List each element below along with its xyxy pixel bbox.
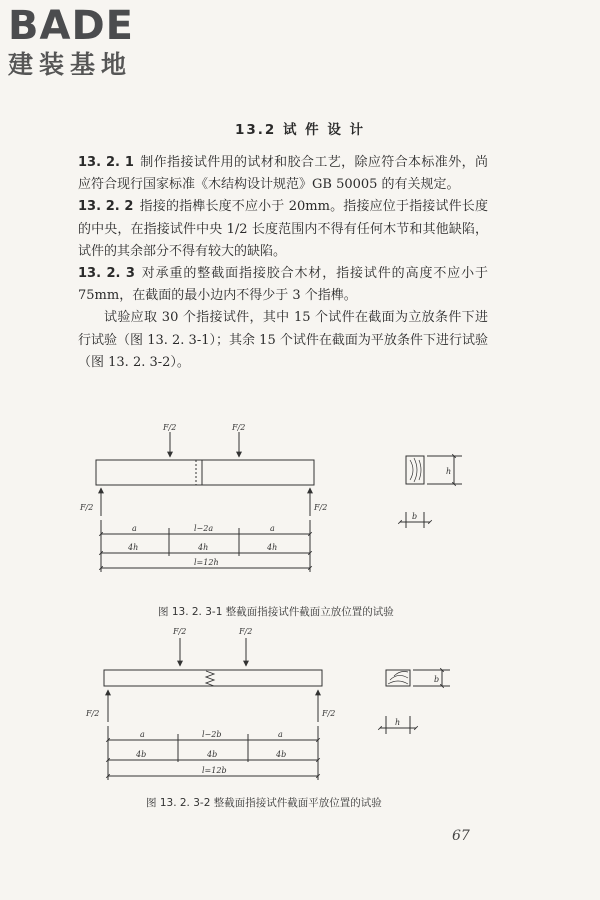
f1-load-label-left: F/2	[163, 423, 177, 432]
f2-load-label-left: F/2	[173, 627, 187, 636]
f1-span-mid: l−2a	[194, 524, 214, 533]
body-text	[78, 152, 488, 374]
f1-seg-left: 4h	[128, 543, 139, 552]
f1-load-label-right: F/2	[232, 423, 246, 432]
f2-seg-mid: 4b	[207, 750, 218, 759]
f2-section-h: h	[395, 718, 401, 727]
f2-reaction-label-left: F/2	[86, 709, 100, 718]
f2-seg-left: 4b	[136, 750, 147, 759]
f2-reaction-label-right: F/2	[322, 709, 336, 718]
f2-seg-right: 4b	[276, 750, 287, 759]
paragraph-13-2-2: 13. 2. 2 指接的指榫长度不应小于 20mm。指接应位于指接试件长度的中央，在指接试件中央 1/2 长度范围内不得有任何木节和其他缺陷，试件的其余部分不得有较大的缺陷。	[78, 199, 488, 259]
finger-joint-2	[206, 671, 214, 686]
paragraph-test-description: 试验应取 30 个指接试件，其中 15 个试件在截面为立放条件下进行试验（图 13. 2. 3-1）；其余 15 个试件在截面为平放条件下进行试验（图 13. 2. 3-2）。	[78, 310, 488, 370]
f2-span-a-left: a	[140, 730, 145, 739]
beam-2	[104, 670, 322, 686]
brand-logo	[8, 4, 188, 80]
f1-span-a-left: a	[132, 524, 137, 533]
paragraph-13-2-1: 13. 2. 1 制作指接试件用的试材和胶合工艺，除应符合本标准外，尚应符合现行国家标准《木结构设计规范》GB 50005 的有关规定。	[78, 155, 488, 193]
f2-load-label-right: F/2	[239, 627, 253, 636]
f1-reaction-label-left: F/2	[80, 503, 94, 512]
section-title: 13.2 试 件 设 计	[234, 122, 366, 138]
logo-text-zh: 建装基地	[8, 50, 133, 79]
figure-1-caption: 图 13. 2. 3-1 整截面指接试件截面立放位置的试验	[158, 606, 394, 618]
f1-section-h: h	[446, 467, 452, 476]
figure-2-caption: 图 13. 2. 3-2 整截面指接试件截面平放位置的试验	[146, 797, 382, 809]
figure-1-diagram	[0, 420, 600, 600]
logo-text-en: BADE	[8, 3, 134, 49]
f1-span-a-right: a	[270, 524, 275, 533]
beam-1	[96, 460, 314, 485]
cross-section-flat	[386, 670, 410, 686]
f1-section-b: b	[412, 512, 418, 521]
f1-seg-right: 4h	[267, 543, 278, 552]
f1-reaction-label-right: F/2	[314, 503, 328, 512]
f2-span-a-right: a	[278, 730, 283, 739]
figure-2-diagram	[0, 622, 600, 797]
paragraph-13-2-3: 13. 2. 3 对承重的整截面指接胶合木材，指接试件的高度不应小于 75mm，在截面的最小边内不得少于 3 个指榫。	[78, 266, 488, 304]
f2-total-length: l=12b	[202, 766, 227, 775]
f2-section-b: b	[434, 675, 440, 684]
page-number: 67	[452, 828, 470, 844]
f1-total-length: l=12h	[194, 558, 219, 567]
f1-seg-mid: 4h	[198, 543, 209, 552]
f2-span-mid: l−2b	[202, 730, 222, 739]
